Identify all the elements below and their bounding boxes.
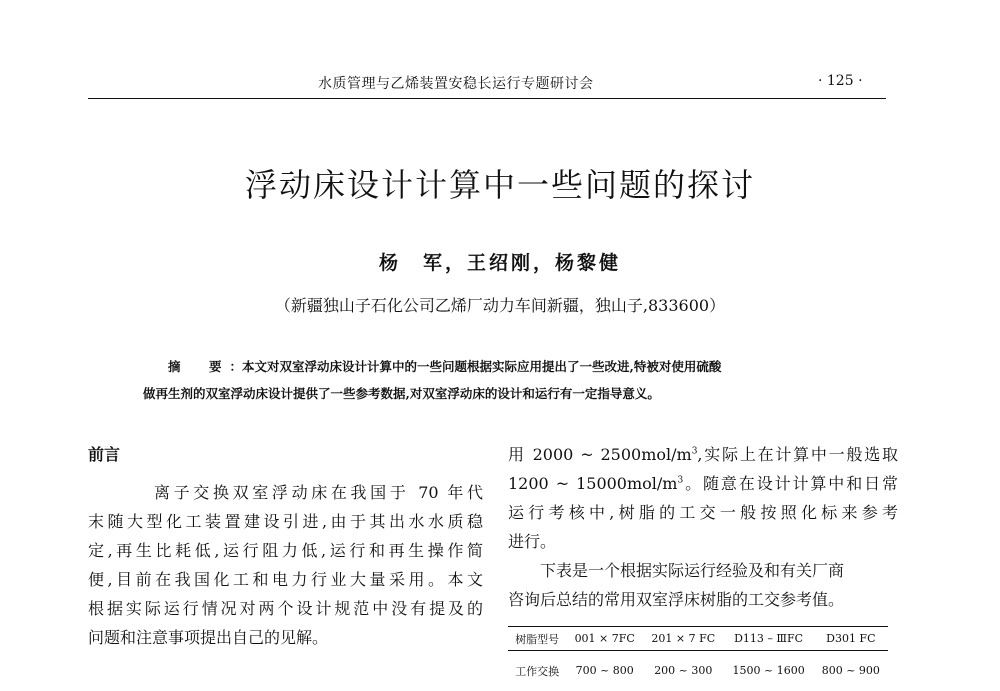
body-line: 运行考核中,树脂的工交一般按照化标来参考 (508, 503, 898, 522)
section-heading: 前言 (88, 445, 121, 464)
table-cell: 工作交换 (515, 664, 560, 678)
body-line: 下表是一个根据实际运行经验及和有关厂商 (540, 561, 845, 580)
left-column (88, 440, 483, 652)
abstract-line-2: 做再生剂的双室浮动床设计提供了一些参考数据,对双室浮动床的设计和运行有一定指导意义。 (143, 386, 660, 401)
body-line: 根据实际运行情况对两个设计规范中没有提及的 (88, 599, 483, 618)
page-number: · 125 · (818, 73, 863, 89)
table-header-cell: 201 × 7 FC (651, 632, 716, 645)
body-line: 便,目前在我国化工和电力行业大量采用。本文 (88, 570, 483, 589)
body-line: 咨询后总结的常用双室浮床树脂的工交参考值。 (508, 590, 845, 609)
body-line: 离子交换双室浮动床在我国于 70 年代 (154, 483, 483, 502)
table-header-row (508, 627, 888, 651)
body-line: 定,再生比耗低,运行阻力低,运行和再生操作简 (88, 541, 483, 560)
body-line: 用 2000 ~ $2500mol/m^3$,实际上在计算中一般选取 (508, 445, 898, 464)
table-cell: 1500 ~ 1600 (732, 664, 805, 678)
body-line: 问题和注意事项提出自己的见解。 (88, 628, 329, 647)
authors: 杨 军，王绍刚，杨黎健 (378, 252, 621, 274)
abstract-text-1: ：本文对双室浮动床设计计算中的一些问题根据实际应用提出了一些改进,特被对使用硫酸 (229, 359, 722, 374)
table-header-cell: 树脂型号 (515, 632, 560, 646)
abstract-label: 摘 要 (168, 359, 230, 374)
table-cell: 800 ~ 900 (821, 664, 880, 678)
affiliation: （新疆独山子石化公司乙烯厂动力车间新疆，独山子,833600） (274, 296, 726, 315)
abstract-line-1 (168, 357, 721, 375)
running-title: 水质管理与乙烯装置安稳长运行专题研讨会 (318, 76, 594, 92)
right-column (508, 440, 898, 614)
header-rule (88, 98, 886, 99)
body-line: 末随大型化工装置建设引进,由于其出水水质稳 (88, 512, 483, 531)
table-cell: 200 ~ 300 (654, 664, 713, 678)
body-line: 进行。 (508, 532, 557, 551)
resin-table (508, 626, 888, 691)
table-header-cell: D301 FC (826, 632, 876, 645)
article-title: 浮动床设计计算中一些问题的探讨 (244, 166, 755, 204)
body-line: 1200 ~ $15000mol/m^3$。随意在设计计算中和日常 (508, 474, 898, 493)
table-header-cell: 001 × 7FC (574, 632, 635, 645)
table-cell: 700 ~ 800 (575, 664, 634, 678)
table-header-cell: D113 – ⅢFC (734, 632, 804, 645)
table-row (508, 651, 888, 691)
